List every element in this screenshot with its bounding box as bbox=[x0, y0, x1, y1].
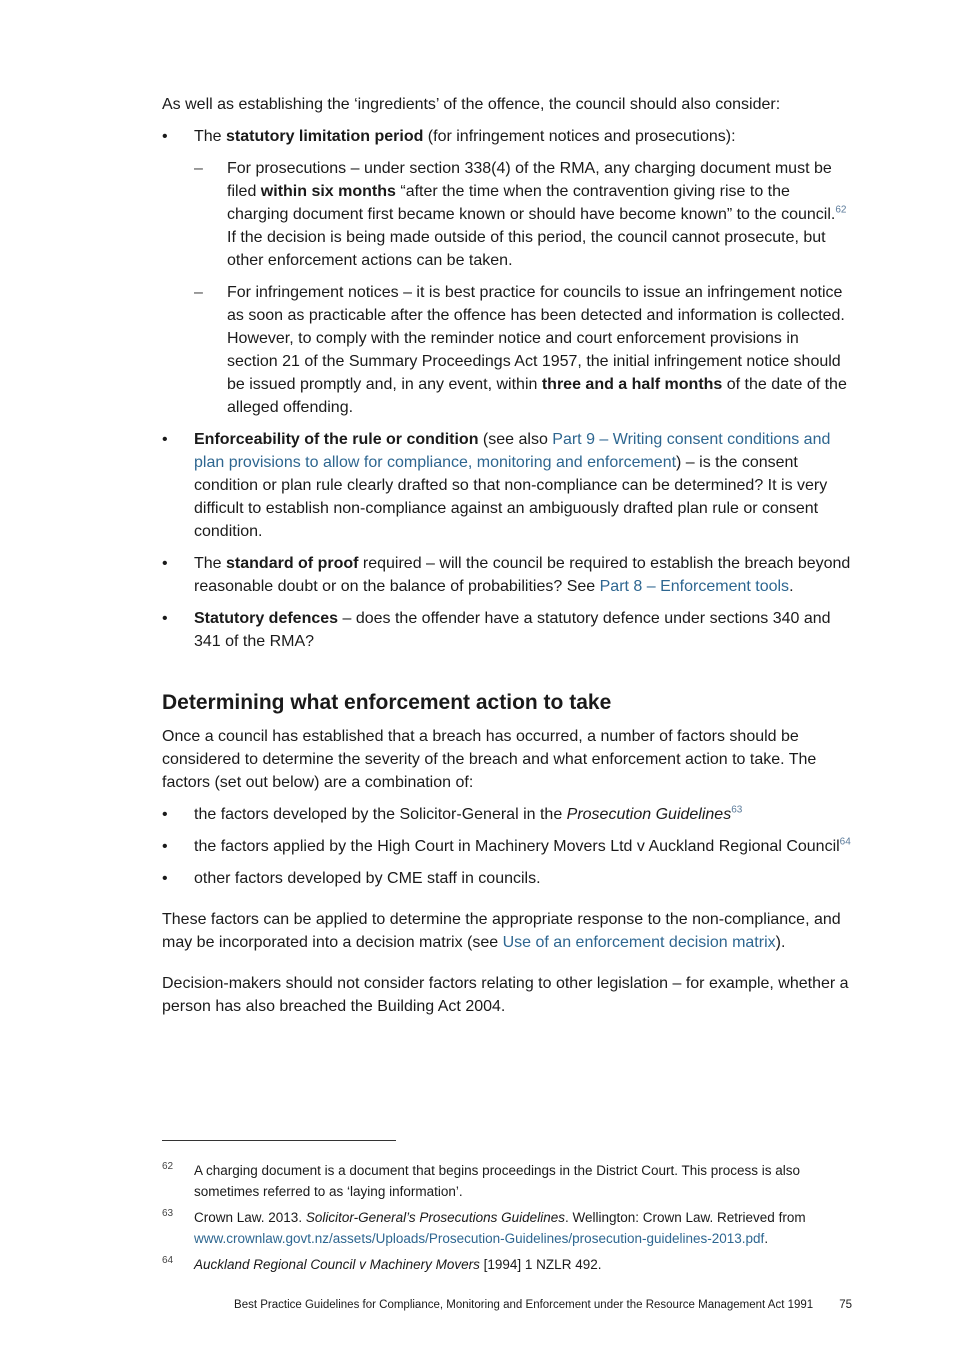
list-item-high-court: • the factors applied by the High Court in Machinery Movers Ltd v Auckland Regional Council$^{64}$ bbox=[162, 835, 852, 858]
considerations-list bbox=[162, 125, 852, 653]
page-footer bbox=[162, 1297, 852, 1313]
footnote-ref-64[interactable]: 64 bbox=[839, 836, 851, 848]
footnote-ref-63[interactable]: 63 bbox=[731, 804, 743, 816]
link-part-8[interactable]: Part 8 – Enforcement tools bbox=[599, 578, 790, 595]
footnote-divider bbox=[162, 1140, 396, 1141]
footnote-64: 64 Auckland Regional Council v Machinery Movers [1994] 1 NZLR 492. bbox=[162, 1255, 602, 1272]
list-item-solicitor-general: • the factors developed by the Solicitor-General in the Prosecution Guidelines$^{63}$ bbox=[162, 803, 852, 826]
page-body bbox=[162, 93, 852, 1027]
list-item-limitation-period: • The statutory limitation period (for infringement notices and prosecutions): – For prosecutions – under section 338(4) of the RMA, any charging document must be filed within six months “after the time when the contravention giving rise to the charging document first became known or should have become known” to the council.$^{62}$ If the decision is being made outside of this period, the council cannot prosecute, but other enforcement actions can be taken. – For infringement notices – it is best practice for councils to issue an infringement notice as soon as practicable after the offence has been detected and information is collected. However, to comply with the reminder notice and court enforcement provisions in section 21 of the Summary Proceedings Act 1957, the initial infringement notice should be issued promptly and, in any event, within three and a half months of the date of the alleged offending. bbox=[162, 125, 852, 419]
footnote-63: 63 Crown Law. 2013. Solicitor-General’s Prosecutions Guidelines. Wellington: Crown Law. Retrieved from www.crownlaw.govt.nz/assets/Uploads/Prosecution-Guidelines/prosecution-guidelines-2013.pdf. bbox=[162, 1208, 806, 1246]
list-item-cme-staff: • other factors developed by CME staff in councils. bbox=[162, 867, 852, 890]
other-legislation-paragraph: Decision-makers should not consider factors relating to other legislation – for example, whether a person has also breached the Building Act 2004. bbox=[162, 975, 849, 1015]
list-item-enforceability: • Enforceability of the rule or condition (see also Part 9 – Writing consent conditions and plan provisions to allow for compliance, monitoring and enforcement) – is the consent condition or plan rule clearly drafted so that non-compliance can be determined? It is very difficult to establish non-compliance against an ambiguously drafted plan rule or consent condition. bbox=[162, 428, 852, 543]
list-item-statutory-defences: • Statutory defences – does the offender have a statutory defence under sections 340 and 341 of the RMA? bbox=[162, 607, 852, 653]
footnotes bbox=[162, 1160, 852, 1280]
intro-paragraph: As well as establishing the ‘ingredients’ of the offence, the council should also consider: bbox=[162, 96, 781, 113]
decision-matrix-paragraph: These factors can be applied to determine the appropriate response to the non-compliance, and may be incorporated into a decision matrix (see Use of an enforcement decision matrix). bbox=[162, 911, 841, 951]
sublist-item-infringement-notices: – For infringement notices – it is best practice for councils to issue an infringement notice as soon as practicable after the offence has been detected and information is collected. However, to comply with the reminder notice and court enforcement provisions in section 21 of the Summary Proceedings Act 1957, the initial infringement notice should be issued promptly and, in any event, within three and a half months of the date of the alleged offending. bbox=[194, 281, 852, 419]
list-item-standard-of-proof: • The standard of proof required – will the council be required to establish the breach beyond reasonable doubt or on the balance of probabilities? See Part 8 – Enforcement tools. bbox=[162, 552, 852, 598]
link-part-9[interactable]: Part 9 – Writing consent conditions and plan provisions to allow for compliance, monitoring and enforcement bbox=[194, 431, 831, 471]
factors-list bbox=[162, 803, 852, 890]
page-number: 75 bbox=[839, 1299, 852, 1311]
limitation-sublist bbox=[194, 157, 852, 419]
footnote-ref-62[interactable]: 62 bbox=[835, 204, 847, 216]
footer-title: Best Practice Guidelines for Compliance, Monitoring and Enforcement under the Resource Management Act 1991 bbox=[234, 1299, 814, 1311]
factors-intro-paragraph: Once a council has established that a breach has occurred, a number of factors should be considered to determine the severity of the breach and what enforcement action to take. The factors (set out below) are a combination of: bbox=[162, 728, 817, 791]
sublist-item-prosecutions: – For prosecutions – under section 338(4) of the RMA, any charging document must be filed within six months “after the time when the contravention giving rise to the charging document first became known or should have become known” to the council.$^{62}$ If the decision is being made outside of this period, the council cannot prosecute, but other enforcement actions can be taken. bbox=[194, 157, 852, 272]
section-heading: Determining what enforcement action to take bbox=[162, 691, 612, 714]
link-crownlaw[interactable]: www.crownlaw.govt.nz/assets/Uploads/Prosecution-Guidelines/prosecution-guidelines-2013.pdf bbox=[194, 1231, 765, 1246]
link-decision-matrix[interactable]: Use of an enforcement decision matrix bbox=[502, 934, 776, 951]
footnote-62: 62 A charging document is a document that begins proceedings in the District Court. This process is also sometimes referred to as ‘laying information’. bbox=[162, 1161, 801, 1199]
